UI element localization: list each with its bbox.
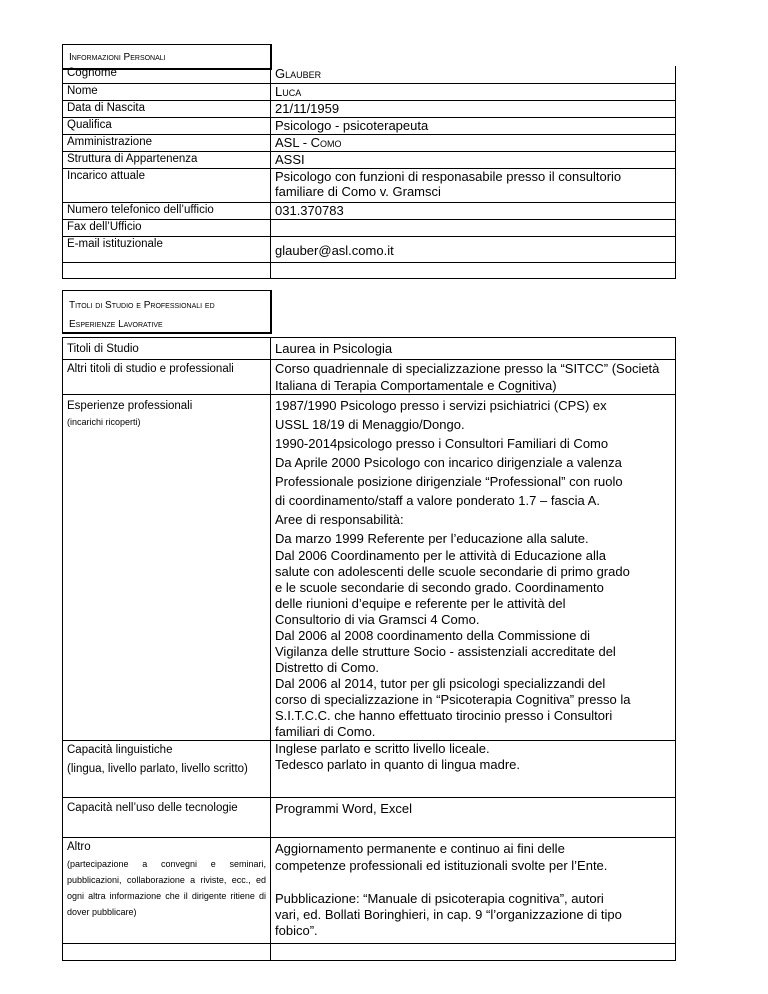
label-titoli: Titoli di Studio	[63, 338, 271, 360]
value-altro	[271, 838, 676, 944]
label-telefono: Numero telefonico dell’ufficio	[63, 202, 271, 219]
empty-cell	[63, 944, 271, 961]
label-altri-titoli: Altri titoli di studio e professionali	[63, 360, 271, 395]
label-cognome: Cognome	[63, 66, 271, 83]
esp-line: salute con adolescenti delle scuole secondarie di primo grado	[275, 564, 630, 579]
esp-line: 1990-2014psicologo presso i Consultori Familiari di Como	[275, 436, 609, 451]
value-amministrazione	[271, 134, 676, 151]
esp-line: delle riunioni d’equipe e referente per le attività del	[275, 596, 566, 611]
row-empty-1	[63, 262, 676, 278]
altro-line: Aggiornamento permanente e continuo ai fini delle	[275, 841, 565, 856]
row-data-nascita	[63, 100, 676, 117]
value-cognome: Glauber	[271, 66, 676, 83]
esp-line: Da Aprile 2000 Psicologo con incarico dirigenziale a valenza	[275, 455, 622, 470]
value-struttura: ASSI	[271, 151, 676, 168]
value-email: glauber@asl.como.it	[271, 236, 676, 262]
label-esperienze-cell	[63, 395, 271, 741]
value-nome: Luca	[271, 83, 676, 100]
empty-cell	[271, 944, 676, 961]
label-email: E-mail istituzionale	[63, 236, 271, 262]
esp-line: Da marzo 1999 Referente per l’educazione alla salute.	[275, 531, 589, 546]
esp-line: 1987/1990 Psicologo presso i servizi psichiatrici (CPS) ex	[275, 398, 607, 413]
sublabel-lingue: (lingua, livello parlato, livello scritto)	[67, 763, 248, 775]
row-altro	[63, 838, 676, 944]
esp-line: Dal 2006 Coordinamento per le attività di Educazione alla	[275, 548, 606, 563]
pub-line: Pubblicazione: “Manuale di psicoterapia cognitiva”, autori	[275, 891, 604, 906]
value-altri-titoli: Corso quadriennale di specializzazione presso la “SITCC” (Società Italiana di Terapia Comportamentale e Cognitiva)	[271, 360, 676, 395]
personal-info-table	[62, 66, 676, 279]
altro-line: competenze professionali ed istituzionali svolte per l’Ente.	[275, 858, 608, 873]
label-altro: Altro	[67, 841, 91, 853]
lingue-line: Inglese parlato e scritto livello liceale.	[275, 741, 490, 756]
sublabel-altro: (partecipazione a convegni e seminari, pubblicazioni, collaborazione a riviste, ecc., ed ogni altra informazione che il dirigente ritiene di dover pubblicare)	[67, 859, 266, 917]
esp-line: Distretto di Como.	[275, 660, 380, 675]
esp-line: Dal 2006 al 2008 coordinamento della Commissione di	[275, 628, 591, 643]
label-lingue-cell	[63, 741, 271, 798]
label-incarico: Incarico attuale	[63, 168, 271, 202]
section1-title: Informazioni Personali	[69, 52, 166, 63]
label-lingue: Capacità linguistiche	[67, 744, 173, 756]
empty-cell	[271, 262, 676, 278]
empty-cell	[63, 262, 271, 278]
value-data-nascita: 21/11/1959	[271, 100, 676, 117]
row-tecnologie	[63, 798, 676, 838]
row-email	[63, 236, 676, 262]
section2-title-line2: Esperienze Lavorative	[69, 319, 163, 330]
esp-line: corso di specializzazione in “Psicoterapia Cognitiva” presso la	[275, 692, 631, 707]
esp-line: e le scuole secondarie di secondo grado. Coordinamento	[275, 580, 604, 595]
row-altri-titoli	[63, 360, 676, 395]
esp-line: S.I.T.C.C. che hanno effettuato tirocinio presso i Consultori	[275, 708, 613, 723]
esp-line: Vigilanza delle strutture Socio - assistenziali accreditate del	[275, 644, 616, 659]
education-experience-table	[62, 337, 676, 961]
row-esperienze	[63, 395, 676, 741]
value-qualifica: Psicologo - psicoterapeuta	[271, 117, 676, 134]
row-telefono	[63, 202, 676, 219]
value-titoli: Laurea in Psicologia	[271, 338, 676, 360]
value-telefono: 031.370783	[271, 202, 676, 219]
value-tecnologie: Programmi Word, Excel	[271, 798, 676, 838]
label-nome: Nome	[63, 83, 271, 100]
spacer	[275, 874, 671, 891]
row-empty-2	[63, 944, 676, 961]
label-altro-cell	[63, 838, 271, 944]
esp-line: Dal 2006 al 2014, tutor per gli psicologi specializzandi del	[275, 676, 606, 691]
label-esperienze: Esperienze professionali	[67, 400, 193, 412]
value-lingue	[271, 741, 676, 798]
row-incarico	[63, 168, 676, 202]
pub-line: fobico”.	[275, 923, 318, 938]
esp-line: familiari di Como.	[275, 724, 376, 739]
value-fax	[271, 219, 676, 236]
label-struttura: Struttura di Appartenenza	[63, 151, 271, 168]
label-fax: Fax dell’Ufficio	[63, 219, 271, 236]
esp-line: di coordinamento/staff a valore ponderato 1.7 – fascia A.	[275, 493, 600, 508]
row-struttura	[63, 151, 676, 168]
esp-line: Professionale posizione dirigenziale “Professional” con ruolo	[275, 474, 623, 489]
label-data-nascita: Data di Nascita	[63, 100, 271, 117]
section2-header	[62, 290, 272, 334]
pub-line: vari, ed. Bollati Boringhieri, in cap. 9 “l’organizzazione di tipo	[275, 907, 622, 922]
label-amministrazione: Amministrazione	[63, 134, 271, 151]
row-lingue	[63, 741, 676, 798]
esp-line: Aree di responsabilità:	[275, 512, 404, 527]
row-qualifica	[63, 117, 676, 134]
value-amministrazione-text: ASL - Como	[275, 134, 342, 150]
row-titoli	[63, 338, 676, 360]
esp-line: USSL 18/19 di Menaggio/Dongo.	[275, 417, 465, 432]
label-tecnologie: Capacità nell’uso delle tecnologie	[63, 798, 271, 838]
row-fax	[63, 219, 676, 236]
row-cognome	[63, 66, 676, 83]
value-incarico: Psicologo con funzioni di responasabile presso il consultorio familiare di Como v. Gramsci	[271, 168, 676, 202]
section2-title-line1: Titoli di Studio e Professionali ed	[69, 300, 215, 311]
row-nome	[63, 83, 676, 100]
label-qualifica: Qualifica	[63, 117, 271, 134]
value-esperienze	[271, 395, 676, 741]
row-amministrazione	[63, 134, 676, 151]
sublabel-esperienze: (incarichi ricoperti)	[67, 417, 141, 427]
lingue-line: Tedesco parlato in quanto di lingua madre.	[275, 757, 520, 772]
esp-line: Consultorio di via Gramsci 4 Como.	[275, 612, 480, 627]
